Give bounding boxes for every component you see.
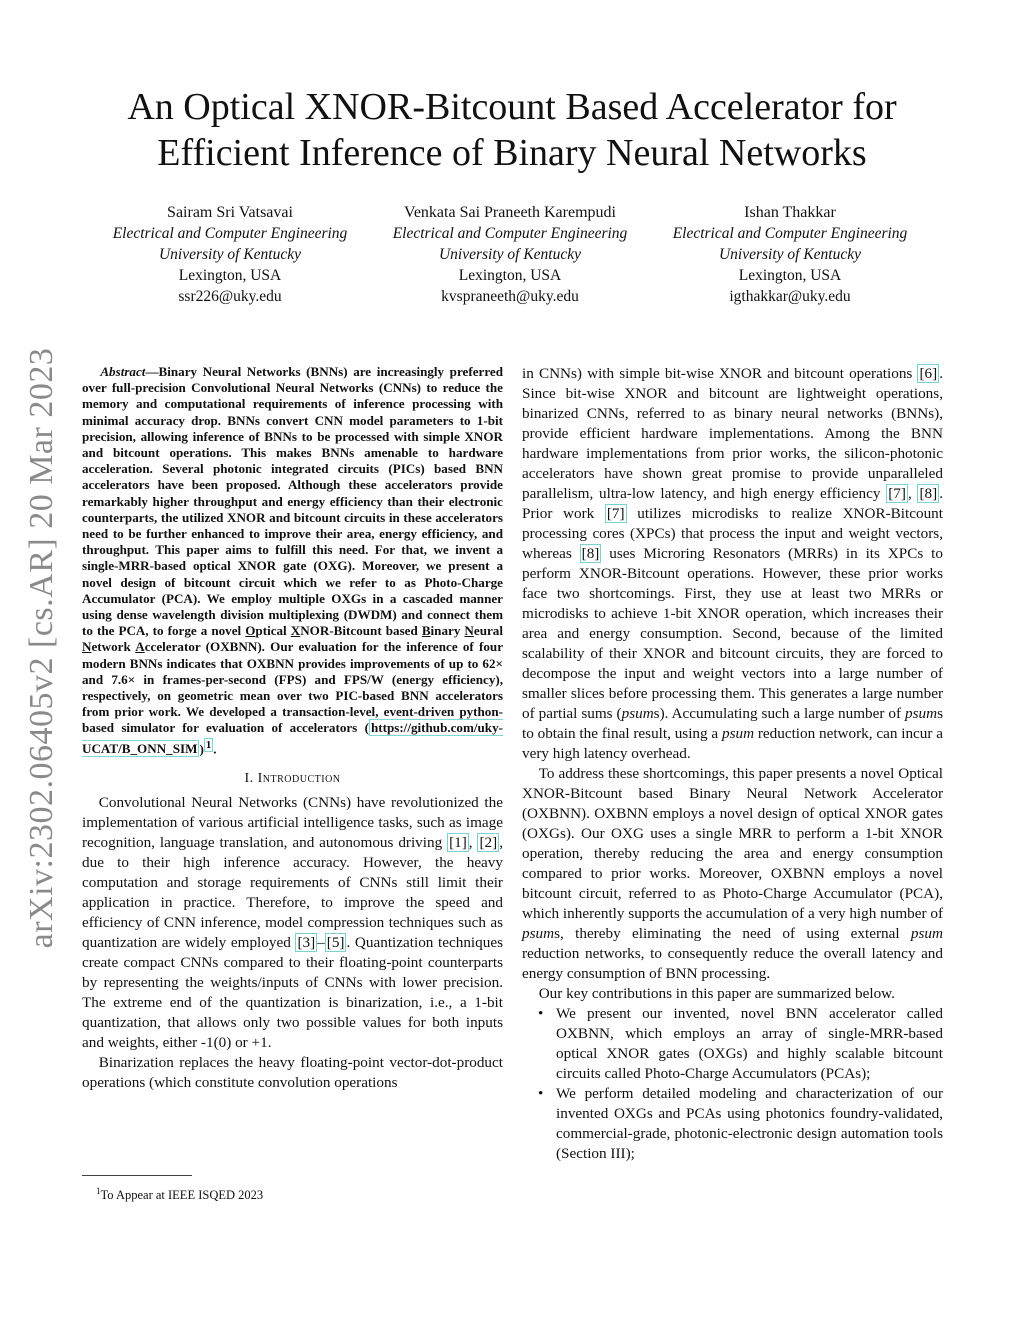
author-name: Sairam Sri Vatsavai — [167, 204, 293, 221]
intro-paragraph-2-cont: in CNNs) with simple bit-wise XNOR and bitcount operations [6] . Since bit-wise XNOR and bitcount are lightweight operations, binarized CNNs, referred to as binary neural networks (BNNs), provide efficient hardware implementations. Among the BNN hardware implementations from prior works, the silicon-photonic accelerators have shown great promise to provide unparalleled parallelism, ultra-low latency, and high energy efficiency [7] , [8] . Prior work [7] utilizes microdisks to realize XNOR-Bitcount processing cores (XPCs) that process the input and weight vectors, whereas [8] uses Microring Resonators (MRRs) in its XPCs to perform XNOR-Bitcount operations. However, these prior works face two shortcomings. First, they use at least two MRRs or microdisks to achieve 1-bit XNOR operation, which increases their area and energy consumption. Second, because of the limited scalability of their XNOR and bitcount circuits, they are forced to decompose the input and weight vectors into a large number of smaller slices before processing them. This generates a large number of partial sums (psums). Accumulating such a large number of psums to obtain the final result, using a psum reduction network, can incur a very high latency overhead. — [522, 365, 943, 762]
author-univ: University of Kentucky — [438, 246, 582, 263]
citation-link[interactable]: [3] — [297, 934, 316, 952]
list-item: • We perform detailed modeling and characterization of our invented OXGs and PCAs using photonics foundry-validated, commercial-grade, photonic-electronic design automation tools (Section III); — [538, 1085, 943, 1162]
intro-paragraph-1: Convolutional Neural Networks (CNNs) have revolutionized the implementation of various artificial intelligence tasks, such as image recognition, language translation, and autonomous driving [1] , [2] , due to their high inference accuracy. However, the heavy computation and storage requirements of CNNs still limit their application in practice. Therefore, to improve the speed and efficiency of CNN inference, model compression techniques such as quantization are widely employed [3] – [5] . Quantization techniques create compact CNNs compared to their floating-point counterparts by representing the weights/inputs of CNNs with lower precision. The extreme end of the quantization is binarization, i.e., a 1-bit quantization, that allows only two possible values for both inputs and weights, either -1(0) or +1. — [82, 794, 503, 1052]
section-heading-introduction: I. Introduction — [244, 771, 341, 787]
contributions-list — [522, 1004, 943, 1164]
author-block — [90, 202, 930, 312]
citation-link[interactable]: [5] — [326, 934, 345, 952]
author-loc: Lexington, USA — [458, 267, 562, 284]
author-loc: Lexington, USA — [178, 267, 282, 284]
footnote — [96, 1186, 263, 1203]
right-column — [522, 364, 943, 1164]
author-loc: Lexington, USA — [738, 267, 842, 284]
citation-link[interactable]: [8] — [919, 485, 938, 502]
footnote-ref[interactable]: 1 — [205, 738, 212, 751]
abstract-label: Abstract — [100, 364, 146, 379]
author-name: Ishan Thakkar — [744, 204, 836, 221]
author-1 — [90, 202, 370, 307]
citation-link[interactable]: [6] — [919, 365, 938, 382]
citation-link[interactable]: [7] — [606, 505, 625, 522]
arxiv-identifier: arXiv:2302.06405v2 [cs.AR] 20 Mar 2023 — [23, 347, 60, 949]
bullet-icon: • — [538, 1005, 544, 1022]
author-dept: Electrical and Computer Engineering — [672, 225, 908, 242]
author-3 — [650, 202, 930, 307]
title-line-1: An Optical XNOR-Bitcount Based Accelerator for — [127, 86, 897, 128]
github-link[interactable]: https://github.com/uky-UCAT/B_ONN_SIM — [82, 720, 503, 757]
author-dept: Electrical and Computer Engineering — [112, 225, 348, 242]
citation-link[interactable]: [2] — [479, 834, 498, 852]
intro-paragraph-2-start: Binarization replaces the heavy floating-point vector-dot-product operations (which constitute convolution operations — [82, 1054, 503, 1092]
author-email: igthakkar@uky.edu — [729, 288, 851, 305]
citation-link[interactable]: [7] — [888, 485, 906, 502]
author-email: kvspraneeth@uky.edu — [441, 288, 579, 305]
title-line-2: Efficient Inference of Binary Neural Networks — [157, 132, 867, 174]
author-email: ssr226@uky.edu — [178, 288, 282, 305]
author-2 — [370, 202, 650, 307]
footnote-mark: 1 — [96, 1186, 101, 1196]
author-dept: Electrical and Computer Engineering — [392, 225, 628, 242]
abstract: Abstract—Binary Neural Networks (BNNs) are increasingly preferred over full-precision Convolutional Neural Networks (CNNs) to reduce the memory and computational requirements of inference processing with minimal accuracy drop. BNNs convert CNN model parameters to 1-bit precision, allowing inference of BNNs to be processed with simple XNOR and bitcount operations. This makes BNNs amenable to hardware acceleration. Several photonic integrated circuits (PICs) based BNN accelerators have been proposed. Although these accelerators provide remarkably higher throughput and energy efficiency than their electronic counterparts, the utilized XNOR and bitcount circuits in these accelerators need to be further enhanced to improve their area, energy efficiency, and throughput. This paper aims to fulfill this need. For that, we invent a single-MRR-based optical XNOR gate (OXG). Moreover, we present a novel design of bitcount circuit which we refer to as Photo-Charge Accumulator (PCA). We employ multiple OXGs in a cascaded manner using dense wavelength division multiplexing (DWDM) and connect them to the PCA, to forge a novel Optical XNOR-Bitcount based Binary Neural Network Accelerator (OXBNN). Our evaluation for the inference of four modern BNNs indicates that OXBNN provides improvements of up to 62× and 7.6× in frames-per-second (FPS) and FPS/W (energy efficiency), respectively, on geometric mean over two PIC-based BNN accelerators from prior work. We developed a transaction-level, event-driven python-based simulator for evaluation of accelerators ( https://github.com/uky-UCAT/B_ONN_SIM ) $^1$ . — [82, 364, 504, 757]
arxiv-sidebar — [6, 348, 78, 948]
author-univ: University of Kentucky — [158, 246, 302, 263]
footnote-text: To Appear at IEEE ISQED 2023 — [100, 1188, 264, 1203]
footnote-rule — [82, 1175, 192, 1176]
left-column — [82, 364, 503, 1093]
citation-link[interactable]: [1] — [449, 834, 467, 852]
list-item: • We present our invented, novel BNN accelerator called OXBNN, which employs an array of single-MRR-based optical XNOR gates (OXGs) and highly scalable bitcount circuits called Photo-Charge Accumulators (PCAs); — [538, 1005, 943, 1082]
intro-paragraph-4: Our key contributions in this paper are summarized below. — [538, 985, 895, 1002]
intro-paragraph-3: To address these shortcomings, this paper presents a novel Optical XNOR-Bitcount based Binary Neural Network Accelerator (OXBNN). OXBNN employs a novel design of optical XNOR gates (OXGs). Our OXG uses a single MRR to perform a 1-bit XNOR operation, thereby reducing the area and energy consumption compared to prior works. Moreover, OXBNN employs a novel bitcount circuit, referred to as Photo-Charge Accumulator (PCA), which inherently supports the accumulation of a very high number of psums, thereby eliminating the need of using external psum reduction networks, to consequently reduce the overall latency and energy consumption of BNN processing. — [522, 765, 943, 982]
author-name: Venkata Sai Praneeth Karempudi — [404, 204, 616, 221]
author-univ: University of Kentucky — [718, 246, 862, 263]
citation-link[interactable]: [8] — [581, 545, 600, 562]
paper-title — [60, 84, 964, 176]
bullet-icon: • — [538, 1085, 544, 1102]
